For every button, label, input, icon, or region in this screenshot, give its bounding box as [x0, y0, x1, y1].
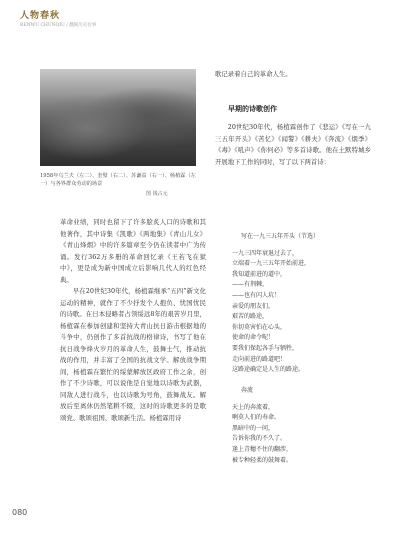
- paragraph: 歌记录着自己的革命人生。: [215, 70, 292, 78]
- poem-line: 立端着一九三五年开始前进，: [232, 260, 311, 268]
- poem-line: 走向前进的路道吧！: [232, 355, 287, 363]
- poem-line: 被专种轻柔的鼓舞着。: [232, 456, 293, 464]
- poem-line: 使命的命令呢！: [232, 334, 275, 342]
- header-subtitle: RENWU CHUNQIU / 翻阅历史往事: [20, 23, 97, 28]
- poem-title: 奔流: [241, 387, 254, 394]
- paragraph: 革命业绩，同时也留下了许多脍炙人口的诗歌和其他著作，其中诗集《凯歌》《两地集》《青山儿女》《青山烽烟》中的许多篇章至今仍在读者中广为传诵。发行362万多册的革命回忆录《王若飞在狱中》，更是成为新中国成立后影响几代人的红色经典。: [60, 218, 206, 284]
- poem-line: 艰苦的路途，: [232, 313, 269, 321]
- section-heading: 早期的诗歌创作: [228, 105, 277, 113]
- left-column: [60, 217, 206, 424]
- page-header: [20, 8, 96, 28]
- poem-line: ——也有闪人坑！: [232, 291, 281, 299]
- historical-photo: [40, 69, 196, 166]
- poem-1: [232, 232, 370, 376]
- poem-line: 亲爱的朋友们，: [232, 302, 275, 310]
- poem-line: 告诉你我的不久了。: [232, 435, 287, 443]
- paragraph: 20世纪30年代，杨植霖创作了《悲运》《写在一九三五年开头》《苦忆》《闻警》《耕夫》《奔流》《烟季》《毒》《吼声》《你何必》等多首诗歌。他在土默特城乡开展地下工作的同时，写了以下两首诗：: [215, 123, 371, 166]
- paragraph: 早在20世纪30年代，杨植霖继承“五四”新文化运动的精神，就作了不少抒发个人抱负、忧国忧民的诗歌。在日本侵略者占领绥远8年的艰苦岁月里，杨植霖在参加创建和坚持大青山抗日游击根据地的斗争中，仍创作了多首抗战的格律诗，书写了他在抗日战争烽火岁月的革命人生，鼓舞士气，推动抗战的作用，并丰富了全国的抗战文学。解放战争期间，杨植霖在繁忙的绥蒙解放区政府工作之余，创作了不少诗歌，可以说他是自觉地以诗歌为武器，同敌人进行战斗，也以诗歌为号角，鼓舞战友。解放后至离休仍然笔耕不辍，这时的诗歌更多的是歌颂党、歌颂祖国、歌颂新生活。杨植霖用诗: [60, 287, 206, 422]
- poem-line: 逢上青穗不住的翻涉，: [232, 445, 293, 453]
- poem-line: 你切莫害怕在心头，: [232, 323, 287, 331]
- poem-line: 要我们保起各手与牺牲，: [232, 344, 299, 352]
- header-title: 人物春秋: [20, 11, 61, 21]
- poem-line: 一九三四年衰退过去了，: [232, 249, 299, 257]
- photo-caption: 1958年乌兰夫（左二）、奎璧（右二）、苏谦益（右一）、杨植霖（左一）与各界群众劳动的场景: [40, 173, 196, 187]
- poem-line: 啊莫人们的寿命。: [232, 414, 281, 422]
- poem-2: [232, 386, 370, 466]
- poem-line: 我知道前进的道中，: [232, 270, 287, 278]
- page-number: 080: [12, 508, 28, 517]
- poem-line: 黑暗中的一问，: [232, 424, 275, 432]
- photo-credit: 图 钱占元: [146, 191, 168, 197]
- poem-line: ——有荆棘，: [232, 281, 269, 289]
- poem-line: 这路途确定是人生的路途。: [232, 366, 305, 374]
- right-column-mid: [215, 122, 371, 168]
- poem-title: 写在一九三五年开头（节选）: [241, 233, 320, 240]
- poem-line: 天上的奔流着，: [232, 403, 275, 411]
- right-column-top: [215, 69, 371, 81]
